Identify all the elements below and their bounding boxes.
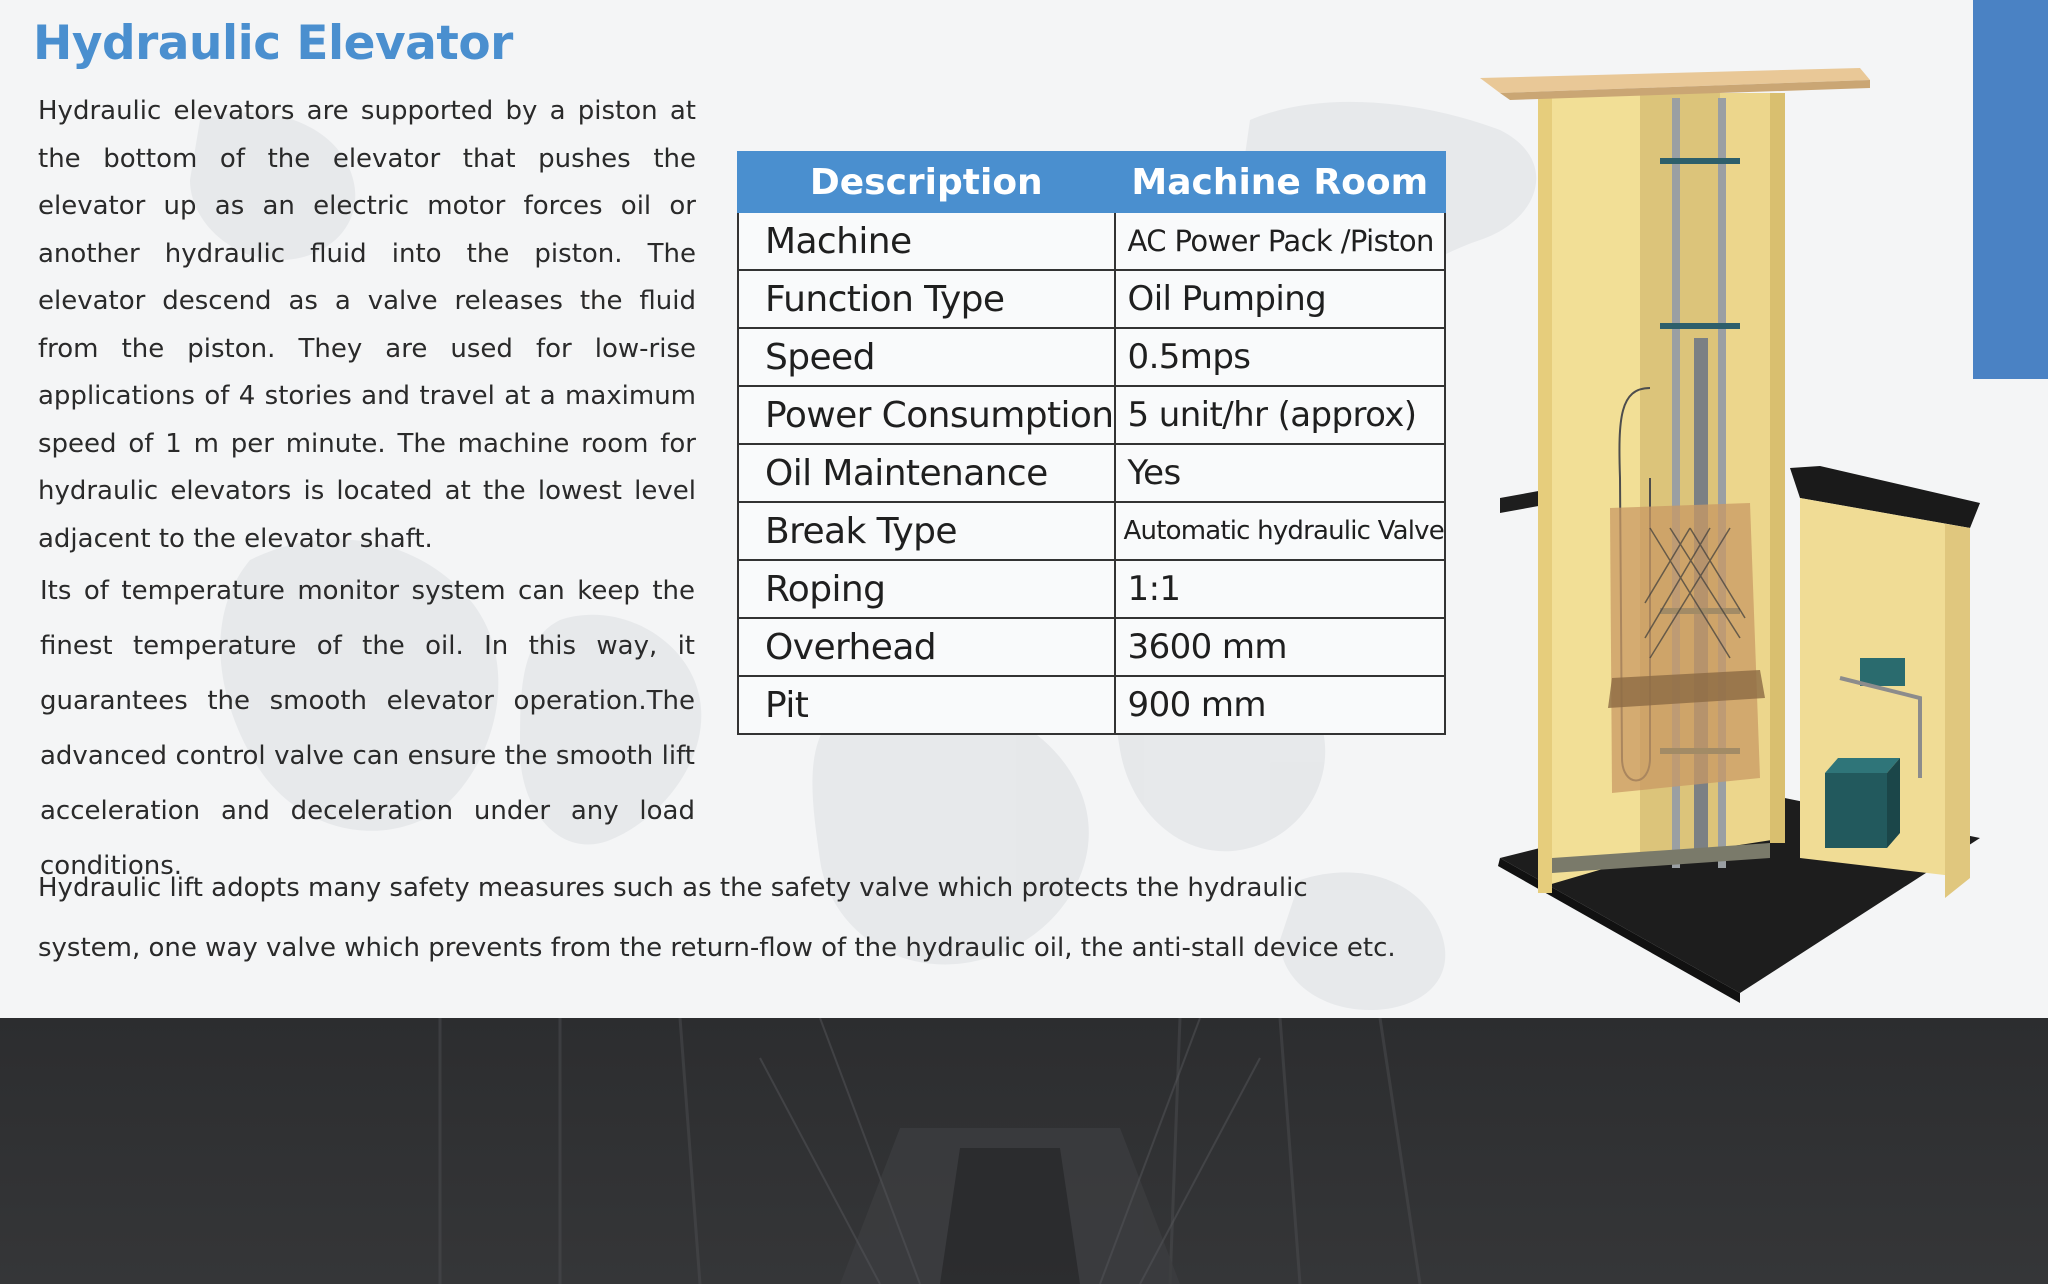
page-title: Hydraulic Elevator bbox=[33, 16, 513, 71]
row-value: 0.5mps bbox=[1115, 328, 1445, 386]
elevator-cabin bbox=[1610, 503, 1760, 793]
table-row bbox=[738, 212, 1445, 270]
row-desc: Speed bbox=[738, 328, 1115, 386]
control-panel bbox=[1860, 658, 1905, 686]
elevator-illustration bbox=[1440, 58, 1980, 1008]
row-value: Oil Pumping bbox=[1115, 270, 1445, 328]
table-row bbox=[738, 676, 1445, 734]
header-machine-room: Machine Room bbox=[1115, 152, 1445, 212]
row-desc: Roping bbox=[738, 560, 1115, 618]
row-value: 3600 mm bbox=[1115, 618, 1445, 676]
row-value: 5 unit/hr (approx) bbox=[1115, 386, 1445, 444]
spec-table-header bbox=[738, 152, 1445, 212]
row-desc: Machine bbox=[738, 212, 1115, 270]
row-desc: Break Type bbox=[738, 502, 1115, 560]
table-row bbox=[738, 618, 1445, 676]
row-value: Automatic hydraulic Valve bbox=[1115, 502, 1445, 560]
table-row bbox=[738, 270, 1445, 328]
row-desc: Power Consumption bbox=[738, 386, 1115, 444]
row-desc: Function Type bbox=[738, 270, 1115, 328]
table-row bbox=[738, 444, 1445, 502]
temperature-paragraph: Its of temperature monitor system can keep the finest temperature of the oil. In this way, it guarantees the smooth elevator operation.The advanced control valve can ensure the smooth lift acceleration and deceleration under any load conditions. bbox=[40, 576, 695, 881]
spec-table bbox=[737, 151, 1446, 735]
table-row bbox=[738, 328, 1445, 386]
row-value: 1:1 bbox=[1115, 560, 1445, 618]
safety-paragraph: Hydraulic lift adopts many safety measures such as the safety valve which protects the hydraulic system, one way valve which prevents from the return-flow of the hydraulic oil, the anti-stall device etc. bbox=[38, 873, 1396, 963]
row-value: AC Power Pack /Piston bbox=[1115, 212, 1445, 270]
power-pack bbox=[1825, 758, 1900, 773]
row-desc: Oil Maintenance bbox=[738, 444, 1115, 502]
row-desc: Overhead bbox=[738, 618, 1115, 676]
row-value: Yes bbox=[1115, 444, 1445, 502]
intro-paragraph: Hydraulic elevators are supported by a piston at the bottom of the elevator that pushes the elevator up as an electric motor forces oil or another hydraulic fluid into the piston. The elevator descend as a valve releases the fluid from the piston. They are used for low-rise applications of 4 stories and travel at a maximum speed of 1 m per minute. The machine room for hydraulic elevators is located at the lowest level adjacent to the elevator shaft. bbox=[38, 96, 696, 554]
table-row bbox=[738, 560, 1445, 618]
row-value: 900 mm bbox=[1115, 676, 1445, 734]
header-description: Description bbox=[738, 152, 1115, 212]
table-row bbox=[738, 386, 1445, 444]
accent-side-bar bbox=[1973, 0, 2048, 379]
table-row bbox=[738, 502, 1445, 560]
elevator-shaft-banner bbox=[0, 1018, 2048, 1284]
row-desc: Pit bbox=[738, 676, 1115, 734]
